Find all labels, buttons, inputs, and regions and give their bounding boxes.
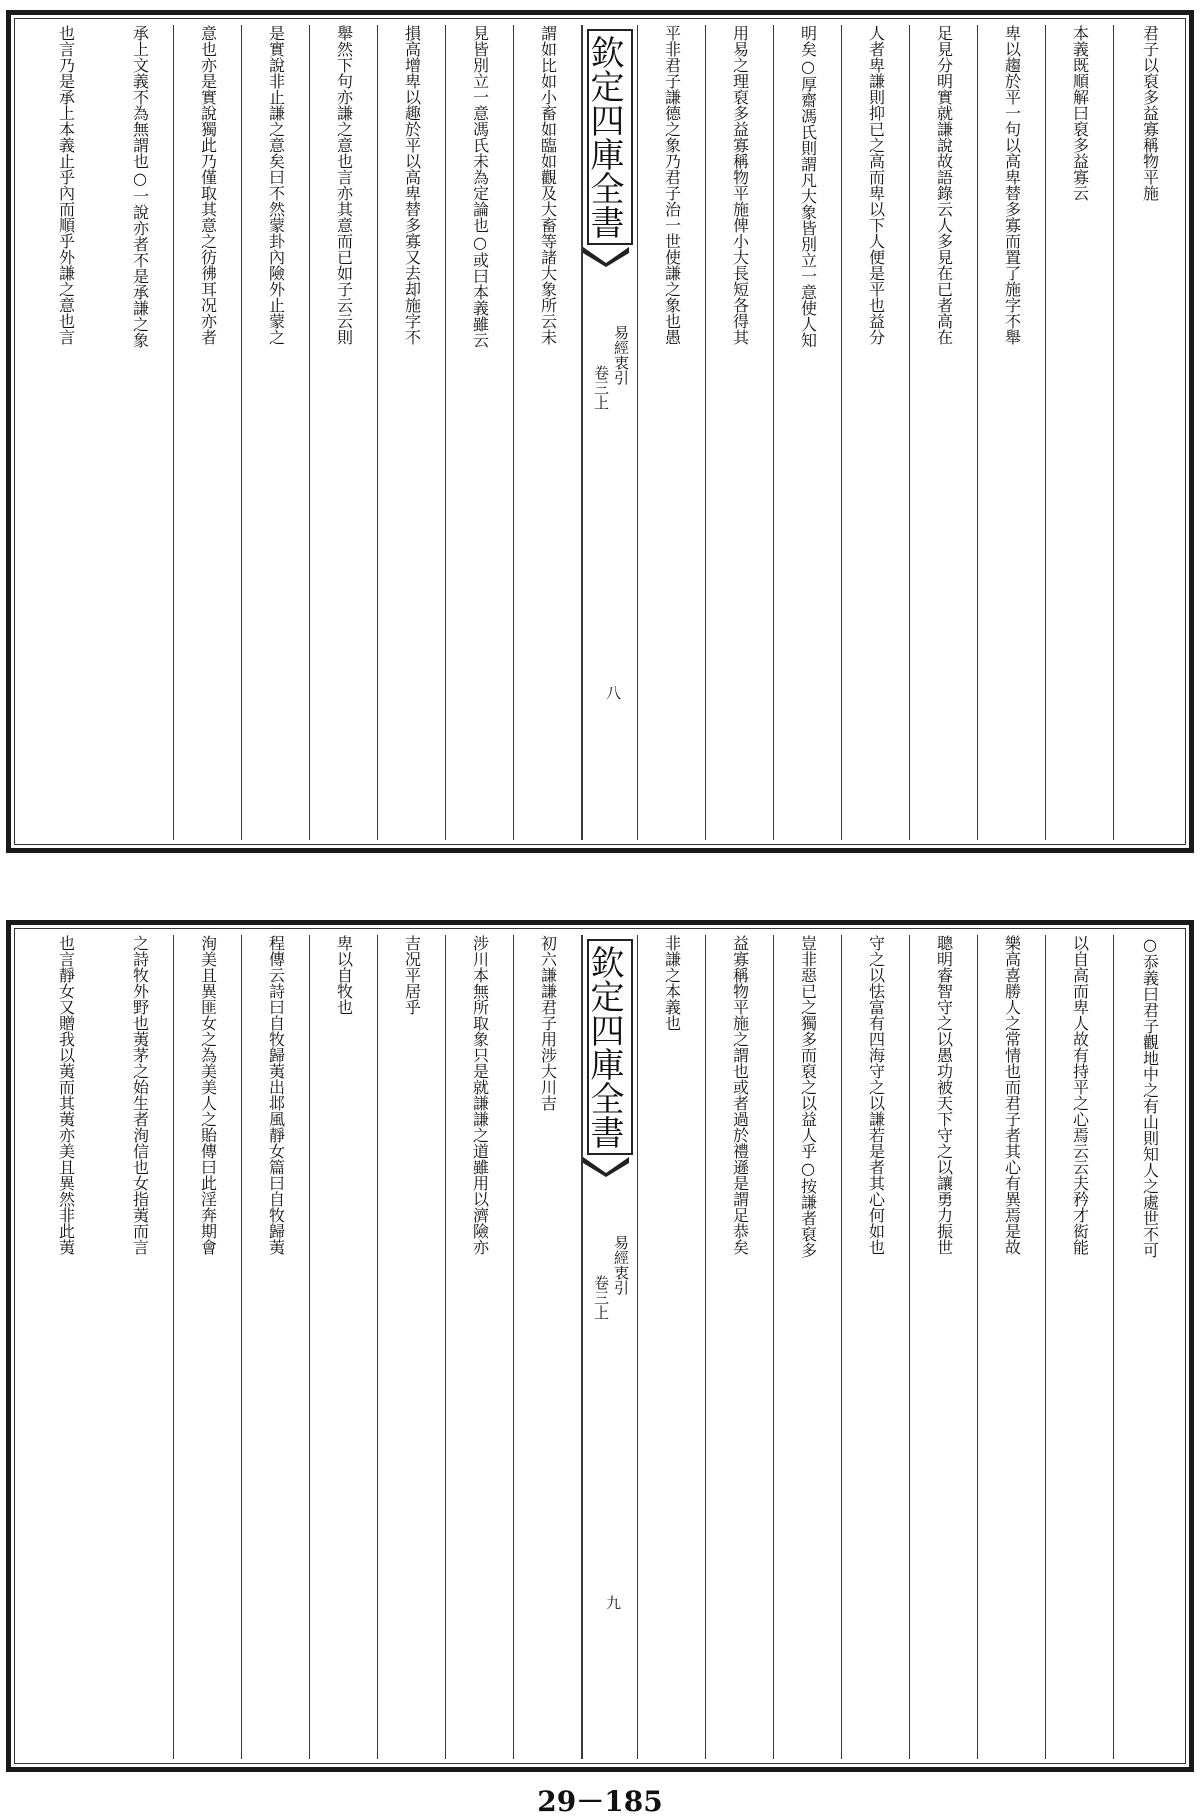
column-text: 之詩牧外野也荑茅之始生者洵信也女指荑而言: [130, 935, 150, 1255]
text-column: [174, 25, 242, 840]
text-column: [842, 935, 910, 1759]
fishtail-mark-icon: [583, 245, 629, 267]
book-name: 易經衷引: [612, 325, 630, 385]
column-text: 意也亦是實說獨此乃僅取其意之彷彿耳况亦者: [198, 25, 218, 345]
text-column: [706, 935, 774, 1759]
column-text: ○忝義曰君子觀地中之有山則知人之處世不可: [1140, 935, 1160, 1258]
volume-label: 卷三上: [592, 365, 610, 410]
column-text: 承上文義不為無謂也○一說亦者不是承謙之象: [130, 25, 150, 348]
text-column: [25, 25, 106, 840]
text-column: [25, 935, 106, 1759]
upper-page-frame: [6, 10, 1194, 853]
text-column: [1046, 25, 1114, 840]
folio-number: 八: [604, 685, 622, 700]
column-text: 明矣○厚齋馮氏則謂凡大象皆別立一意使人知: [798, 25, 818, 348]
lower-page-frame: [6, 920, 1194, 1772]
text-column: [106, 935, 174, 1759]
text-column: [1114, 25, 1186, 840]
text-column: [514, 935, 582, 1759]
text-column: [310, 935, 378, 1759]
text-column: [910, 935, 978, 1759]
text-column: [174, 935, 242, 1759]
column-text: 足見分明實就謙說故語錄云人多見在已者高在: [934, 25, 954, 345]
text-column: [978, 935, 1046, 1759]
book-series-title: 欽定四庫全書: [587, 29, 633, 245]
text-column: [310, 25, 378, 840]
text-column: [378, 25, 446, 840]
fishtail-mark-icon: [583, 1155, 629, 1177]
column-text: 也言乃是承上本義止乎內而順乎外謙之意也言: [56, 25, 76, 345]
volume-label: 卷三上: [592, 1275, 610, 1320]
column-text: 涉川本無所取象只是就謙謙之道雖用以濟險亦: [470, 935, 490, 1255]
column-text: 見皆別立一意馮氏未為定論也○或曰本義雖云: [470, 25, 490, 348]
book-series-title: 欽定四庫全書: [587, 939, 633, 1155]
text-column: [638, 25, 706, 840]
text-column: [446, 935, 514, 1759]
column-text: 也言靜女又贈我以荑而其荑亦美且異然非此荑: [56, 935, 76, 1255]
column-text: 卑以趨於平一句以高卑替多寡而置了施字不舉: [1002, 25, 1022, 345]
column-text: 損高增卑以趣於平以高卑替多寡又去却施字不: [402, 25, 422, 345]
column-text: 非謙之本義也: [662, 935, 682, 1031]
text-column: [1114, 935, 1186, 1759]
column-text: 吉况平居乎: [402, 935, 422, 1015]
text-column: [638, 935, 706, 1759]
column-text: 謂如比如小畜如臨如觀及大畜等諸大象所云未: [538, 25, 558, 345]
column-text: 平非君子謙德之象乃君子治一世使謙之象也愚: [662, 25, 682, 345]
text-column: [774, 25, 842, 840]
text-column: [514, 25, 582, 840]
column-text: 以自高而卑人故有持平之心焉云云夫矜才衒能: [1070, 935, 1090, 1255]
text-column: [378, 935, 446, 1759]
text-column: [1046, 935, 1114, 1759]
column-text: 舉然下句亦謙之意也言亦其意而已如子云云則: [334, 25, 354, 345]
text-column: [978, 25, 1046, 840]
text-column: [242, 935, 310, 1759]
column-text: 益寡稱物平施之謂也或者過於禮遜是謂足恭矣: [730, 935, 750, 1255]
text-column: [774, 935, 842, 1759]
column-text: 是實說非止謙之意矣曰不然蒙卦內險外止蒙之: [266, 25, 286, 345]
column-text: 初六謙謙君子用涉大川吉: [538, 935, 558, 1111]
text-column: [842, 25, 910, 840]
column-text: 卑以自牧也: [334, 935, 354, 1015]
column-text: 用易之理裒多益寡稱物平施俾小大長短各得其: [730, 25, 750, 345]
page-number: 29－185: [537, 1785, 663, 1818]
text-column: [446, 25, 514, 840]
text-column: [106, 25, 174, 840]
column-text: 本義既順解曰裒多益寡云: [1070, 25, 1090, 201]
column-text: 君子以裒多益寡稱物平施: [1140, 25, 1160, 201]
text-column: [910, 25, 978, 840]
center-title-strip: [582, 25, 638, 840]
book-name: 易經衷引: [612, 1235, 630, 1295]
center-title-strip: [582, 935, 638, 1759]
column-text: 聰明睿智守之以愚功被天下守之以讓勇力振世: [934, 935, 954, 1255]
column-text: 豈非惡已之獨多而裒之以益人乎○按謙者裒多: [798, 935, 818, 1258]
column-text: 守之以怯富有四海守之以謙若是者其心何如也: [866, 935, 886, 1255]
text-column: [706, 25, 774, 840]
folio-number: 九: [604, 1595, 622, 1610]
column-text: 程傳云詩曰自牧歸荑出邶風靜女篇曰自牧歸荑: [266, 935, 286, 1255]
column-text: 洵美且異匪女之為美美人之貽傳曰此淫奔期會: [198, 935, 218, 1255]
text-column: [242, 25, 310, 840]
column-text: 人者卑謙則抑已之高而卑以下人便是平也益分: [866, 25, 886, 345]
column-text: 樂高喜勝人之常情也而君子者其心有異焉是故: [1002, 935, 1022, 1255]
